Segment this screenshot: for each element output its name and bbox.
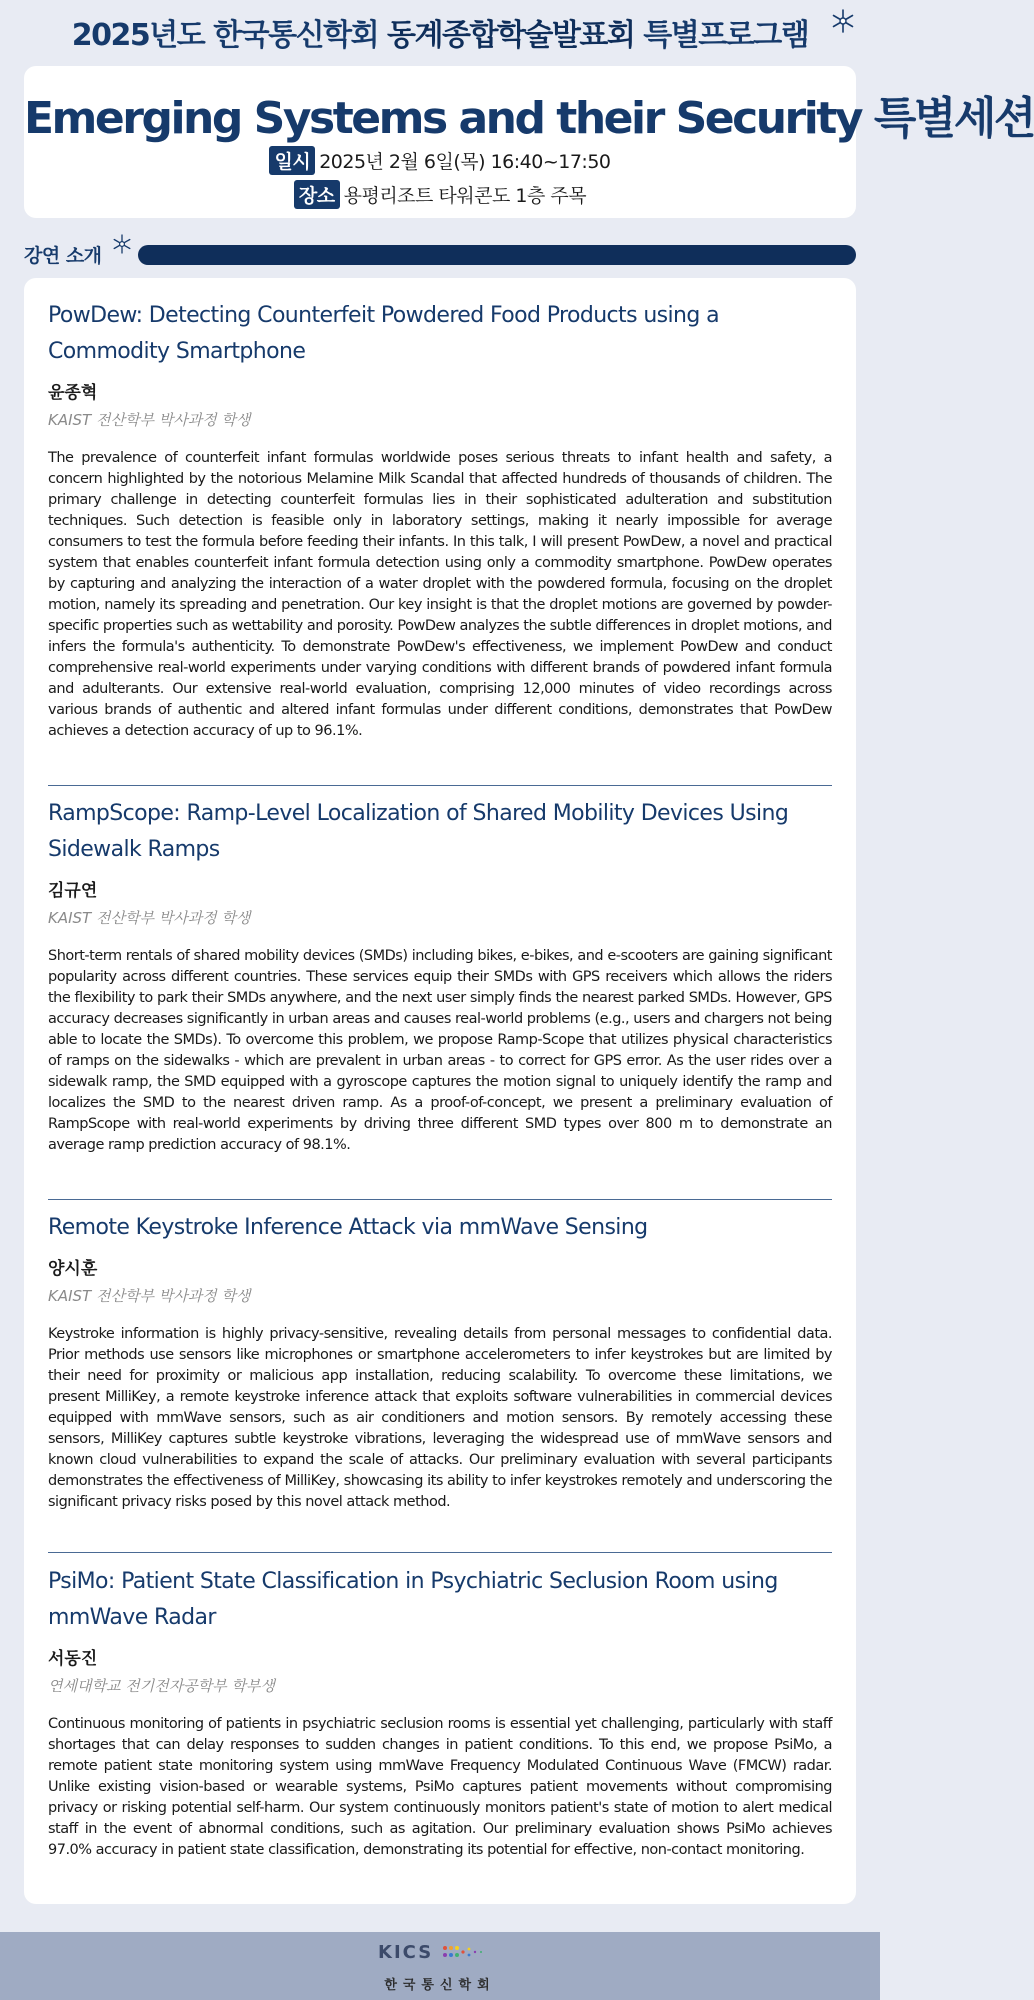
snowflake-icon <box>830 8 856 34</box>
speaker-name: 서동진 <box>48 1649 98 1669</box>
talk-abstract: Keystroke information is highly privacy-sensitive, revealing details from personal messages to confidential data. Prior methods use sensors like microphones or smartphone accelerometers to infer keystrokes but are limited by their need for proximity or malicious app installation, reducing scalability. To overcome these limitations, we present MilliKey, a remote keystroke inference attack that exploits software vulnerabilities in commercial devices equipped with mmWave sensors, such as air conditioners and motion sensors. By remotely accessing these sensors, MilliKey captures subtle keystroke vibrations, leveraging the widespread use of mmWave sensors and known cloud vulnerabilities to expand the scale of attacks. Our preliminary evaluation with several participants demonstrates the effectiveness of MilliKey, showcasing its ability to infer keystrokes remotely and underscoring the significant privacy risks posed by this novel attack method. <box>48 1326 832 1510</box>
speaker-name: 양시훈 <box>48 1259 98 1279</box>
speaker-affiliation: 연세대학교 전기전자공학부 학부생 <box>48 1677 275 1695</box>
venue-row <box>24 180 856 209</box>
date-row <box>24 146 856 175</box>
talk-item <box>48 1210 832 1513</box>
kics-logo <box>378 1942 502 1962</box>
speaker-affiliation: KAIST 전산학부 박사과정 학생 <box>48 1287 251 1305</box>
header-card <box>24 66 1034 218</box>
date-tag: 일시 <box>269 146 315 175</box>
speaker-name: 윤종혁 <box>48 383 98 403</box>
talk-title: PsiMo: Patient State Classification in Psychiatric Seclusion Room using mmWave Radar <box>48 1569 778 1630</box>
talk-abstract: The prevalence of counterfeit infant formulas worldwide poses serious threats to infant health and safety, a concern highlighted by the notorious Melamine Milk Scandal that affected hundreds of thousands of children. The primary challenge in detecting counterfeit formulas lies in their sophisticated adulteration and substitution techniques. Such detection is feasible only in laboratory settings, making it nearly impossible for average consumers to test the formula before feeding their infants. In this talk, I will present PowDew, a novel and practical system that enables counterfeit infant formula detection using only a commodity smartphone. PowDew operates by capturing and analyzing the interaction of a water droplet with the powdered formula, focusing on the droplet motion, namely its spreading and penetration. Our key insight is that the droplet motions are governed by powder-specific properties such as wettability and porosity. PowDew analyzes the subtle differences in droplet motions, and infers the formula's authenticity. To demonstrate PowDew's effectiveness, we implement PowDew and conduct comprehensive real-world experiments under varying conditions with different brands of powdered infant formula and adulterants. Our extensive real-world evaluation, comprising 12,000 minutes of video recordings across various brands of authentic and altered infant formulas under different conditions, demonstrates that PowDew achieves a detection accuracy of up to 96.1%. <box>48 450 832 739</box>
speaker-affiliation: KAIST 전산학부 박사과정 학생 <box>48 411 251 429</box>
section-divider-bar <box>138 245 856 265</box>
talk-title: PowDew: Detecting Counterfeit Powdered Food Products using a Commodity Smartphone <box>48 303 720 364</box>
talk-item <box>48 1564 832 1861</box>
talk-abstract: Short-term rentals of shared mobility devices (SMDs) including bikes, e-bikes, and e-scooters are gaining significant popularity across different countries. These services equip their SMDs with GPS receivers which allows the riders the flexibility to park their SMDs anywhere, and the next user simply finds the nearest parked SMDs. However, GPS accuracy decreases significantly in urban areas and causes real-world problems (e.g., users and chargers not being able to locate the SMDs). To overcome this problem, we propose Ramp-Scope that utilizes physical characteristics of ramps on the sidewalks - which are prevalent in urban areas - to correct for GPS error. As the user rides over a sidewalk ramp, the SMD equipped with a gyroscope captures the motion signal to uniquely identify the ramp and localizes the SMD to the nearest driven ramp. As a proof-of-concept, we present a preliminary evaluation of RampScope with real-world experiments by driving three different SMD types over 800 m to demonstrate an average ramp prediction accuracy of 98.1%. <box>48 948 832 1153</box>
speaker-affiliation: KAIST 전산학부 박사과정 학생 <box>48 909 251 927</box>
talk-abstract: Continuous monitoring of patients in psychiatric seclusion rooms is essential yet challenging, particularly with staff shortages that can delay responses to sudden changes in patient conditions. To this end, we propose PsiMo, a remote patient state monitoring system using mmWave Frequency Modulated Continuous Wave (FMCW) radar. Unlike existing vision-based or wearable systems, PsiMo captures patient movements without compromising privacy or risking potential self-harm. Our system continuously monitors patient's state of motion to alert medical staff in the event of abnormal conditions, such as agitation. Our preliminary evaluation shows PsiMo achieves 97.0% accuracy in patient state classification, demonstrating its potential for effective, non-contact monitoring. <box>48 1716 832 1858</box>
title-part-2: 동계종합학술발표회 <box>387 18 635 53</box>
speaker-name: 김규연 <box>48 881 98 901</box>
talk-item <box>48 298 832 742</box>
talks-card <box>24 278 856 1904</box>
org-name: 한국통신학회 <box>384 1978 496 1993</box>
snowflake-icon <box>111 233 133 255</box>
logo-text: KICS <box>378 1942 434 1963</box>
divider <box>48 1199 832 1200</box>
divider <box>48 785 832 786</box>
venue-text: 용평리조트 타워콘도 1층 주목 <box>343 185 587 207</box>
section-label: 강연 소개 <box>24 245 102 267</box>
logo-dots-icon <box>442 1945 502 1959</box>
title-part-1: 2025년도 한국통신학회 <box>71 18 388 53</box>
talk-item <box>48 796 832 1156</box>
footer <box>0 1932 880 2000</box>
divider <box>48 1552 832 1553</box>
title-part-3: 특별프로그램 <box>634 18 809 53</box>
page-title <box>0 10 880 54</box>
date-text: 2025년 2월 6일(목) 16:40~17:50 <box>319 151 611 173</box>
venue-tag: 장소 <box>294 180 340 209</box>
session-title: Emerging Systems and their Security 특별세션 <box>24 93 1034 144</box>
talk-title: RampScope: Ramp-Level Localization of Shared Mobility Devices Using Sidewalk Ramps <box>48 801 789 862</box>
talk-title: Remote Keystroke Inference Attack via mmWave Sensing <box>48 1215 648 1240</box>
